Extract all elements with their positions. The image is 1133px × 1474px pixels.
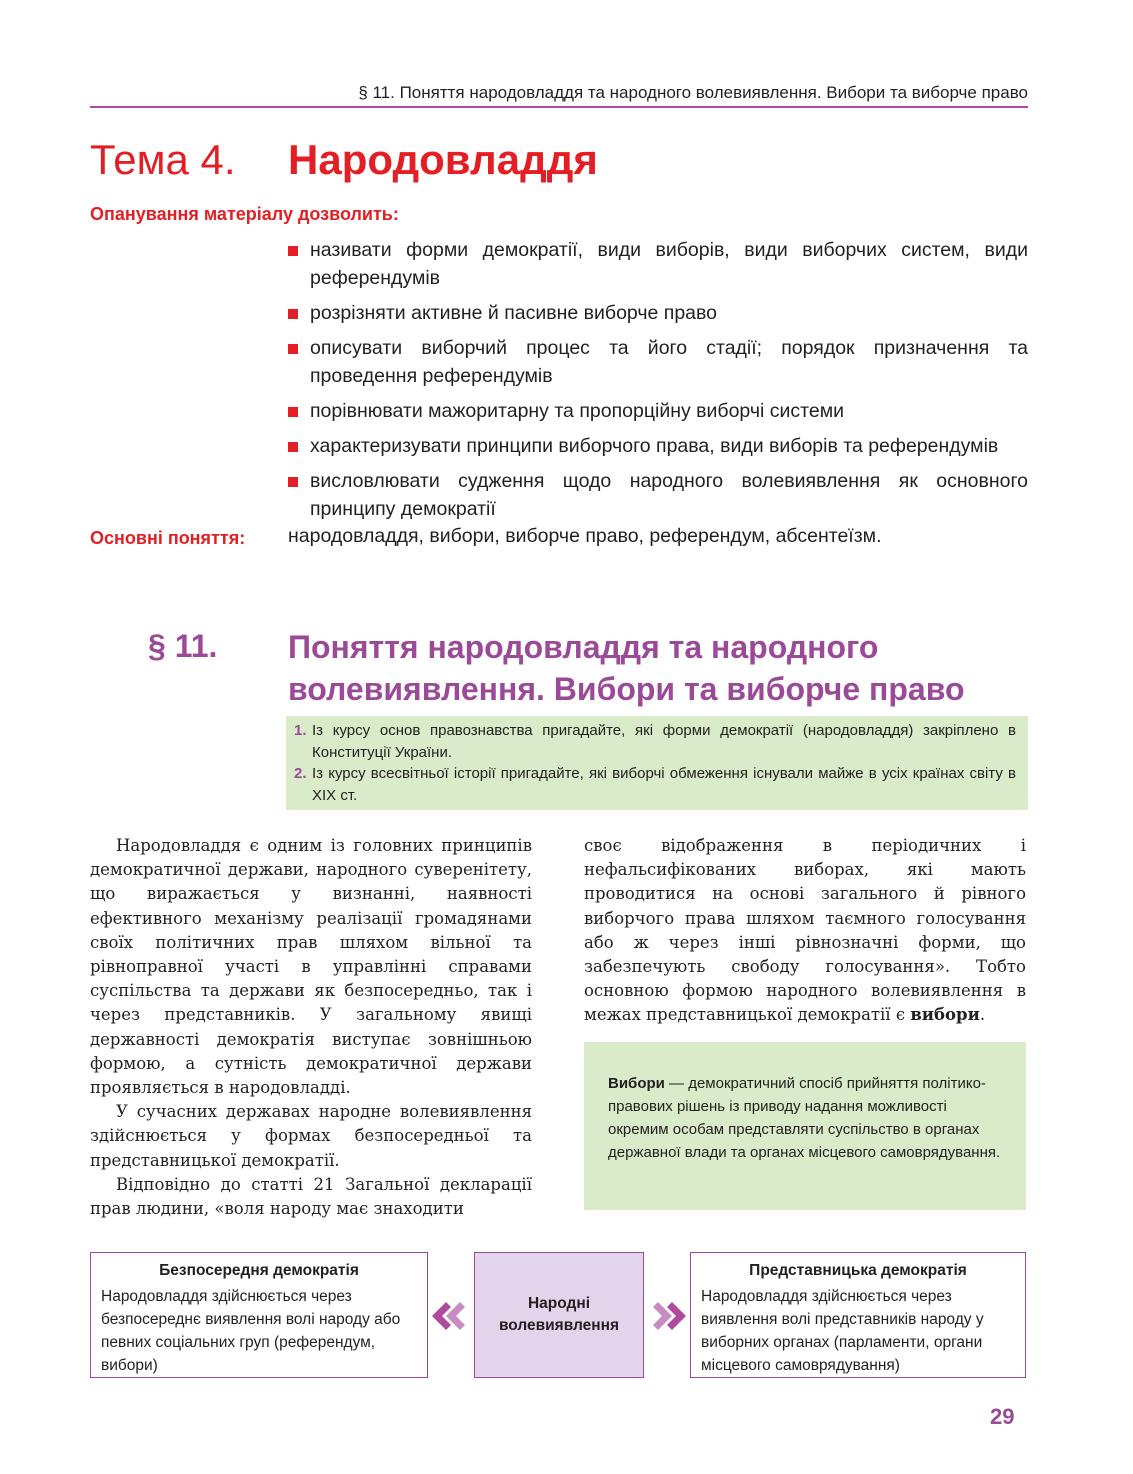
body-paragraph: Народовладдя є одним із головних принципів демократичної держави, народного суверенітету, що виражається у визнанні, наявності ефективного механізму реалізації громадянами своїх політичних прав шляхом вільної та рівноправної участі в управлінні справами суспільства та держави як безпосередньо, так і через представників. У загальному явищі державності демократія виступає зовнішньою формою, а сутність демократичної держави проявляється в народовладді. — [90, 836, 532, 1098]
goal-item — [288, 334, 1028, 390]
body-paragraph: У сучасних державах народне волевиявлення здійснюється у формах безпосередньої та представницької демократії. — [90, 1102, 532, 1170]
box-text: Народовладдя здійснюється через виявлення волі представників народу у виборних органах (парламенти, органи місцевого самоврядування) — [701, 1288, 984, 1374]
goal-text: називати форми демократії, види виборів, види виборчих систем, види референдумів — [310, 239, 1028, 289]
question-item — [294, 763, 1016, 806]
body-text-end: . — [979, 1005, 986, 1025]
representative-democracy-box — [690, 1252, 1026, 1378]
body-paragraph — [584, 834, 1026, 1028]
square-bullet-icon — [288, 246, 298, 256]
mastery-label: Опанування матеріалу дозволить: — [90, 204, 399, 224]
body-text: своє відображення в періодичних і нефальсифікованих виборах, які мають проводитися на основі загального й рівного виборчого права шляхом таємного голосування або ж через інші рівнозначні форми, що забезпечують свободу голосування». Тобто основною формою народного волевиявлення в межах представницької демократії є — [584, 836, 1026, 1025]
section-title: Поняття народовладдя та народного волевиявлення. Вибори та виборче право — [288, 629, 965, 707]
page-number: 29 — [990, 1404, 1015, 1429]
goal-item — [288, 467, 1028, 523]
goal-text: висловлювати судження щодо народного волевиявлення як основного принципу демократії — [310, 470, 1028, 520]
box-title: Представницька демократія — [749, 1262, 967, 1279]
question-item — [294, 720, 1016, 763]
box-text: Народовладдя здійснюється через безпосереднє виявлення волі народу або певних соціальних груп (референдум, вибори) — [101, 1288, 401, 1374]
concepts-text: народовладдя, вибори, виборче право, референдум, абсентеїзм. — [288, 525, 882, 547]
questions-box — [286, 716, 1028, 810]
square-bullet-icon — [288, 477, 298, 487]
section-number: § 11. — [148, 628, 218, 664]
chevron-left-icon — [430, 1300, 472, 1332]
body-column-right — [584, 834, 1026, 1028]
goal-list — [288, 236, 1028, 530]
goal-text: порівнювати мажоритарну та пропорційну виборчі системи — [310, 400, 844, 422]
goal-item — [288, 432, 1028, 460]
goal-text: розрізняти активне й пасивне виборче право — [310, 302, 717, 324]
topic-name: Народовладдя — [288, 136, 598, 183]
definition-term: Вибори — [608, 1075, 665, 1092]
body-paragraph: Відповідно до статті 21 Загальної декларації прав людини, «воля народу має знаходити — [90, 1174, 532, 1219]
question-number: 1. — [294, 722, 307, 739]
goal-item — [288, 397, 1028, 425]
chevron-right-icon — [646, 1300, 688, 1332]
body-column-left — [90, 834, 532, 1221]
bold-term: вибори — [910, 1005, 980, 1025]
question-text: Із курсу основ правознавства пригадайте, які форми демократії (народовладдя) закріплено в Конституції України. — [312, 722, 1016, 761]
people-will-box: Народні волевиявлення — [474, 1252, 644, 1378]
definition-box — [584, 1042, 1026, 1210]
question-number: 2. — [294, 765, 307, 782]
square-bullet-icon — [288, 407, 298, 417]
box-title: Безпосередня демократія — [159, 1262, 359, 1279]
topic-label: Тема 4. — [90, 136, 236, 183]
running-header: § 11. Поняття народовладдя та народного волевиявлення. Вибори та виборче право — [90, 82, 1028, 108]
question-text: Із курсу всесвітньої історії пригадайте, які виборчі обмеження існували майже в усіх країнах світу в ХІХ ст. — [312, 765, 1016, 804]
goal-item — [288, 299, 1028, 327]
square-bullet-icon — [288, 442, 298, 452]
concepts-label: Основні поняття: — [90, 528, 246, 548]
goal-text: описувати виборчий процес та його стадії; порядок призначення та проведення референдумів — [310, 337, 1028, 387]
square-bullet-icon — [288, 344, 298, 354]
goal-item — [288, 236, 1028, 292]
definition-text: — демократичний спосіб прийняття політико-правових рішень із приводу надання можливості окремим особам представляти суспільство в органах державної влади та органах місцевого самоврядування. — [608, 1075, 1001, 1161]
square-bullet-icon — [288, 309, 298, 319]
goal-text: характеризувати принципи виборчого права, види виборів та референдумів — [310, 435, 999, 457]
direct-democracy-box — [90, 1252, 428, 1378]
